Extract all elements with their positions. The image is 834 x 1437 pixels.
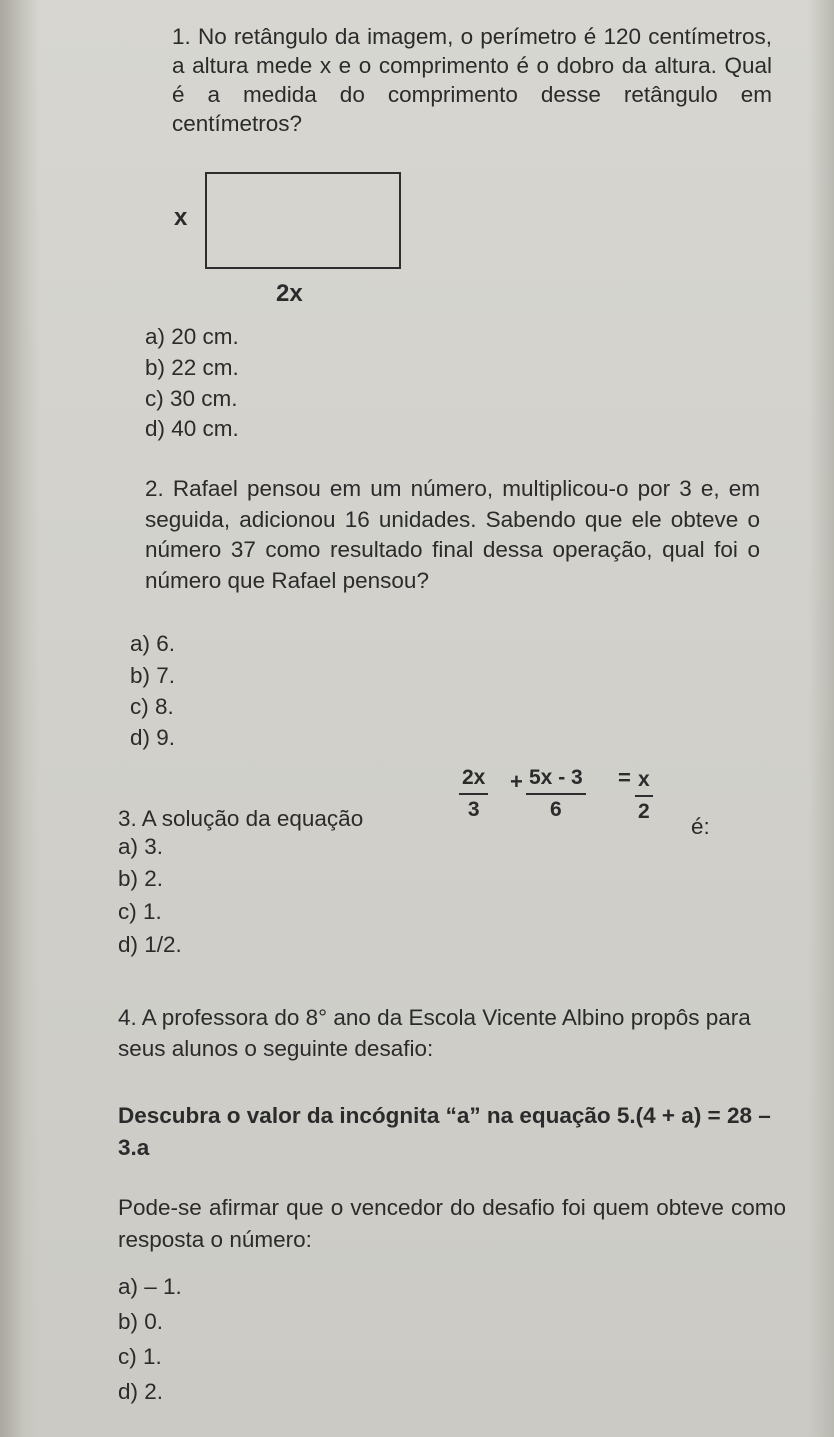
fraction-1-numerator: 2x (459, 765, 488, 795)
fraction-2-numerator: 5x - 3 (526, 765, 586, 795)
question-4-text: 4. A professora do 8° ano da Escola Vicente Albino propôs para seus alunos o seguinte desafio: (118, 1005, 751, 1061)
question-3-text: 3. A solução da equação (118, 806, 364, 831)
question-2-option-c[interactable]: c) 8. (130, 694, 174, 719)
fraction-1 (459, 765, 488, 823)
question-3-option-c[interactable]: c) 1. (118, 899, 162, 924)
fraction-2 (526, 765, 586, 823)
question-1-option-d[interactable]: d) 40 cm. (145, 416, 239, 441)
fraction-3 (635, 767, 653, 825)
question-4-option-d[interactable]: d) 2. (118, 1379, 164, 1404)
question-4-option-c[interactable]: c) 1. (118, 1344, 162, 1369)
rectangle-height-label: x (174, 204, 188, 231)
question-4-challenge: Descubra o valor da incógnita “a” na equação 5.(4 + a) = 28 – 3.a (118, 1103, 771, 1160)
question-4-option-a[interactable]: a) – 1. (118, 1274, 182, 1299)
fraction-2-denominator: 6 (550, 798, 562, 821)
page-left-edge-shadow (0, 0, 40, 1437)
fraction-1-denominator: 3 (467, 798, 480, 821)
question-3-option-d[interactable]: d) 1/2. (118, 932, 182, 957)
question-1-option-b[interactable]: b) 22 cm. (145, 355, 239, 380)
fraction-3-numerator: x (635, 767, 653, 797)
fraction-3-denominator: 2 (638, 800, 650, 823)
question-1-text: 1. No retângulo da imagem, o perímetro é 120 centímetros, a altura mede x e o comprimento é o dobro da altura. Qual é a medida do comprimento desse retângulo em centímetros? (172, 24, 772, 136)
plus-sign: + (510, 769, 523, 794)
question-2-option-b[interactable]: b) 7. (130, 663, 176, 688)
question-3-option-a[interactable]: a) 3. (118, 834, 164, 859)
rectangle-width-label: 2x (276, 280, 303, 307)
question-1-option-c[interactable]: c) 30 cm. (145, 386, 238, 411)
question-2-option-a[interactable]: a) 6. (130, 631, 176, 656)
equals-sign: = (618, 765, 631, 790)
question-4-option-b[interactable]: b) 0. (118, 1309, 164, 1334)
question-3-option-b[interactable]: b) 2. (118, 866, 164, 891)
question-3-suffix: é: (691, 814, 710, 839)
question-4-prompt: Pode-se afirmar que o vencedor do desafio foi quem obteve como resposta o número: (118, 1195, 786, 1252)
rectangle-shape (205, 172, 401, 269)
question-2-option-d[interactable]: d) 9. (130, 725, 176, 750)
question-2-text: 2. Rafael pensou em um número, multiplicou-o por 3 e, em seguida, adicionou 16 unidades. Sabendo que ele obteve o número 37 como resultado final dessa operação, qual foi o número que Rafael pensou? (145, 476, 760, 593)
question-1-option-a[interactable]: a) 20 cm. (145, 324, 239, 349)
page-right-edge-shadow (808, 0, 834, 1437)
